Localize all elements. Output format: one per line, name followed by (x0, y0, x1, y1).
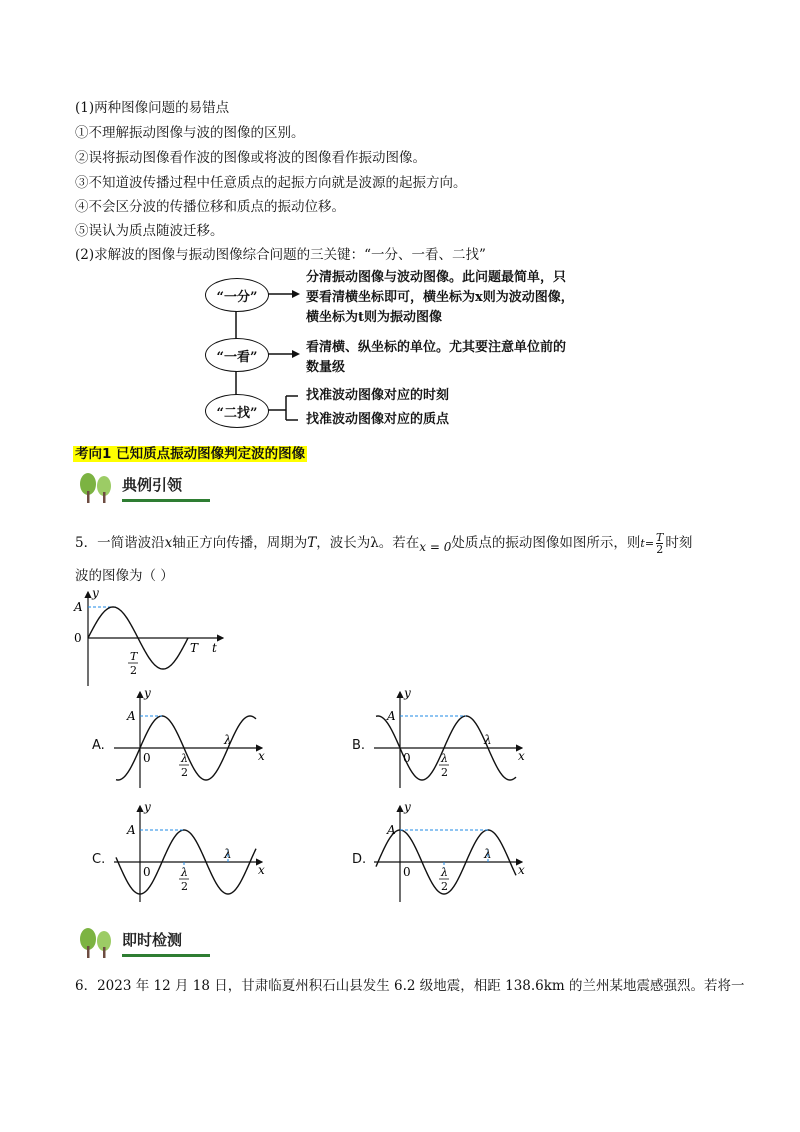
wave-y-label: y (404, 802, 411, 814)
wave-A-label: A (127, 823, 136, 837)
section-highlight: 考向1 已知质点振动图像判定波的图像 (75, 446, 306, 462)
tree-icon (76, 471, 116, 505)
intro-heading: (1)两种图像问题的易错点 (75, 100, 230, 116)
wave-lambda-label: λ (224, 733, 232, 747)
banner-check-label: 即时检测 (122, 929, 210, 957)
vib-T-half-den: 2 (130, 664, 137, 677)
wave-y-label: y (144, 688, 151, 700)
tree-icon (76, 926, 116, 960)
vib-t-label: t (212, 641, 217, 655)
wave-x-label: x (518, 863, 525, 877)
wave-y-label: y (144, 802, 151, 814)
wave-origin-label: 0 (143, 751, 151, 765)
wave-lambda-label: λ (224, 847, 232, 861)
flow-text-2: 看清横、纵坐标的单位。尤其要注意单位前的 数量级 (306, 340, 567, 375)
wave-half-lambda-num: λ (181, 866, 188, 879)
banner-example-label: 典例引领 (122, 474, 210, 502)
banner-check (76, 925, 210, 961)
wave-half-lambda-den: 2 (441, 766, 448, 779)
option-a-label[interactable]: A. (92, 738, 105, 753)
wave-x-label: x (258, 749, 265, 763)
flow-node-zhao: “二找” (205, 394, 269, 428)
q5-text-line2: 波的图像为（ ） (75, 568, 174, 584)
wave-x-label: x (518, 749, 525, 763)
option-d-graph[interactable] (372, 802, 532, 904)
wave-origin-label: 0 (143, 865, 151, 879)
intro-point-3: ③不知道波传播过程中任意质点的起振方向就是波源的起振方向。 (75, 175, 467, 191)
vib-T-label: T (190, 641, 199, 655)
intro-point-4: ④不会区分波的传播位移和质点的振动位移。 (75, 199, 345, 215)
wave-half-lambda-num: λ (441, 752, 448, 765)
q5-text-line1: 5．一简谐波沿x轴正方向传播，周期为T，波长为λ。若在x = 0处质点的振动图像如图所示，则t= $\frac{T}{2}$ 时刻 (75, 531, 693, 556)
flow-text-1: 分清振动图像与波动图像。此问题最简单，只 要看清横坐标即可，横坐标为x则为波动图像， 横坐标为t则为振动图像 (306, 270, 574, 325)
option-b-label[interactable]: B. (352, 738, 366, 753)
wave-A-label: A (127, 709, 136, 723)
wave-x-label: x (258, 863, 265, 877)
wave-lambda-label: λ (484, 847, 492, 861)
vib-origin-label: 0 (74, 631, 82, 645)
wave-A-label: A (387, 709, 396, 723)
intro-point-2: ②误将振动图像看作波的图像或将波的图像看作振动图像。 (75, 150, 426, 166)
wave-y-label: y (404, 688, 411, 700)
wave-half-lambda-den: 2 (441, 880, 448, 893)
wave-half-lambda-num: λ (441, 866, 448, 879)
wave-half-lambda-den: 2 (181, 766, 188, 779)
q6-text: 6．2023 年 12 月 18 日，甘肃临夏州积石山县发生 6.2 级地震，相距 138.6km 的兰州某地震感强烈。若将一 (75, 978, 745, 994)
flow-node-fen: “一分” (205, 278, 269, 312)
intro-point-1: ①不理解振动图像与波的图像的区别。 (75, 125, 305, 141)
flow-text-3a: 找准波动图像对应的时刻 (306, 388, 450, 403)
vibration-graph (68, 588, 238, 688)
wave-lambda-label: λ (484, 733, 492, 747)
flow-node-kan: “一看” (205, 338, 269, 372)
wave-half-lambda-num: λ (181, 752, 188, 765)
option-b-graph[interactable] (372, 688, 532, 790)
flow-text-3b: 找准波动图像对应的质点 (306, 412, 450, 427)
vib-T-half-num: T (130, 650, 138, 663)
banner-example (76, 470, 210, 506)
option-d-label[interactable]: D. (352, 852, 367, 867)
option-c-label[interactable]: C. (92, 852, 106, 867)
intro-heading-2: (2)求解波的图像与振动图像综合问题的三关键：“一分、一看、二找” (75, 247, 486, 263)
intro-point-5: ⑤误认为质点随波迁移。 (75, 223, 224, 239)
vib-y-label: y (92, 588, 99, 600)
wave-A-label: A (387, 823, 396, 837)
wave-origin-label: 0 (403, 751, 411, 765)
wave-origin-label: 0 (403, 865, 411, 879)
vib-A-label: A (74, 600, 83, 614)
option-a-graph[interactable] (112, 688, 272, 790)
wave-half-lambda-den: 2 (181, 880, 188, 893)
option-c-graph[interactable] (112, 802, 272, 904)
